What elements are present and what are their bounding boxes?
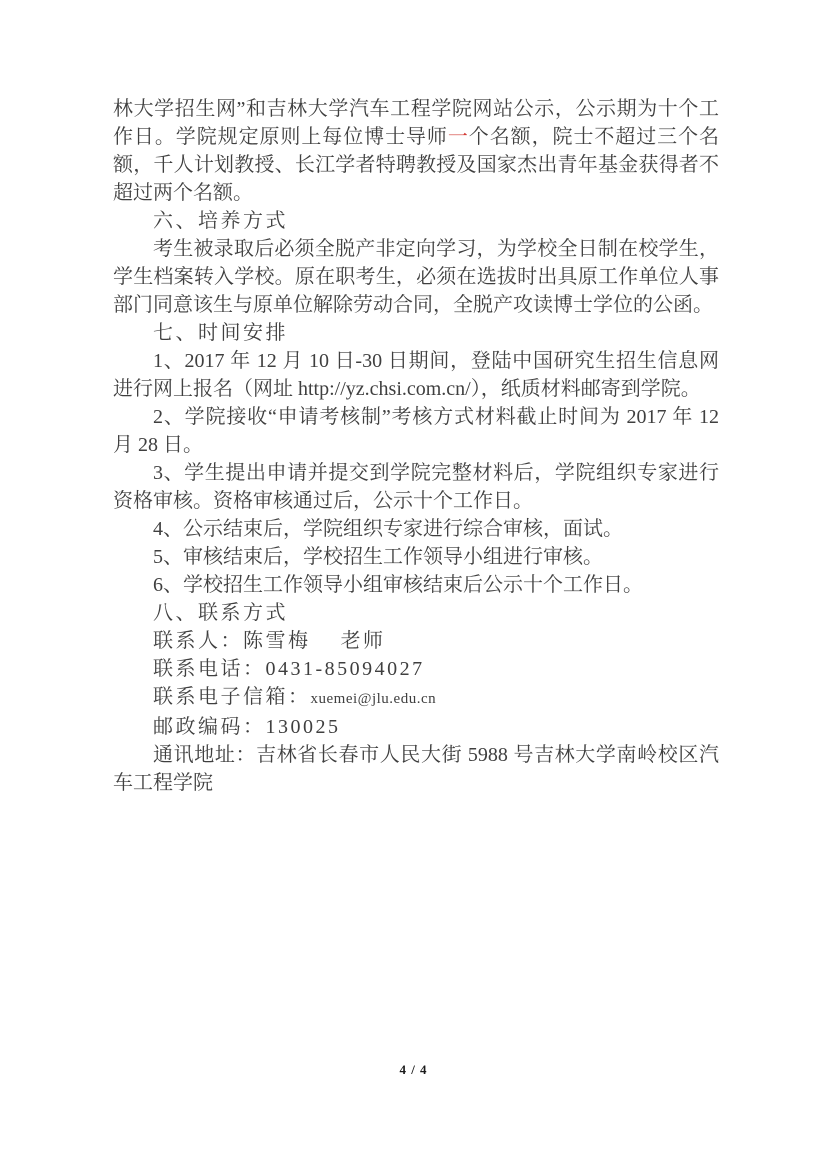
contact-address-line: 通讯地址：吉林省长春市人民大街 5988 号吉林大学南岭校区汽车工程学院	[113, 744, 719, 794]
heading-schedule: 七、时间安排	[153, 322, 288, 344]
document-body	[113, 95, 719, 797]
quota-text-after: 个名额，院士不超过三个名额，千人计划教授、长江学者特聘教授及国家杰出青年基金获得者不超过两个名额。	[113, 126, 720, 204]
contact-postcode-line: 邮政编码：130025	[153, 716, 341, 738]
quota-highlight-red-text: 一	[447, 126, 469, 148]
paragraph-quota	[113, 95, 719, 207]
heading-training-mode: 六、培养方式	[153, 210, 288, 232]
contact-email-label: 联系电子信箱：	[153, 686, 311, 708]
quota-text-before: 林大学招生网”和吉林大学汽车工程学院网站公示，公示期为十个工作日。学院规定原则上每位博士导师	[113, 98, 719, 148]
schedule-item-6: 6、学校招生工作领导小组审核结束后公示十个工作日。	[153, 574, 643, 596]
schedule-item-5: 5、审核结束后，学校招生工作领导小组进行审核。	[153, 546, 603, 568]
schedule-item-4: 4、公示结束后，学院组织专家进行综合审核，面试。	[153, 518, 623, 540]
schedule-item-2: 2、学院接收“申请考核制”考核方式材料截止时间为 2017 年 12 月 28 日。	[113, 406, 719, 456]
page-number: 4 / 4	[399, 1062, 428, 1077]
contact-phone-line: 联系电话：0431-85094027	[153, 658, 425, 680]
heading-contact: 八、联系方式	[153, 602, 288, 624]
paragraph-training-mode: 考生被录取后必须全脱产非定向学习，为学校全日制在校学生，学生档案转入学校。原在职考生，必须在选拔时出具原工作单位人事部门同意该生与原单位解除劳动合同，全脱产攻读博士学位的公函。	[113, 238, 719, 316]
contact-person-line: 联系人：陈雪梅 老师	[153, 630, 386, 652]
schedule-item-1: 1、2017 年 12 月 10 日-30 日期间，登陆中国研究生招生信息网进行网上报名（网址 http://yz.chsi.com.cn/），纸质材料邮寄到学院。	[113, 350, 719, 400]
contact-email-line	[113, 683, 719, 713]
contact-email-value: xuemei@jlu.edu.cn	[310, 691, 437, 707]
schedule-item-3: 3、学生提出申请并提交到学院完整材料后，学院组织专家进行资格审核。资格审核通过后，公示十个工作日。	[113, 462, 719, 512]
